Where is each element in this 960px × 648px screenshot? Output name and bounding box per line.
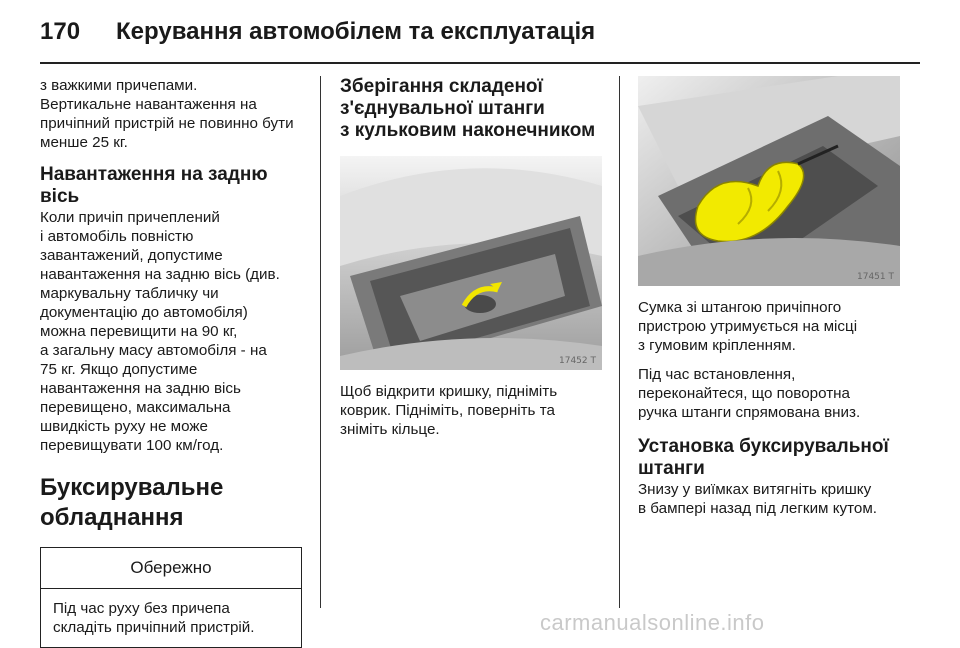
- warning-title: Обережно: [41, 548, 301, 589]
- warning-box: [40, 547, 302, 648]
- page-header: [40, 14, 920, 64]
- text-line: навантаження на задню вісь: [40, 380, 241, 397]
- text-line: коврик. Підніміть, поверніть та: [340, 402, 555, 419]
- heading-line: Установка буксирувальної: [638, 436, 889, 457]
- text-line: навантаження на задню вісь (див.: [40, 266, 280, 283]
- install-tow-bar-heading: [638, 436, 900, 480]
- tow-bar-bag-drawing: [638, 76, 900, 286]
- heading-line: з'єднувальної штанги: [340, 98, 545, 119]
- text-line: пристрою утримується на місці: [638, 318, 858, 335]
- column-3: [638, 76, 900, 528]
- storage-heading: [340, 76, 602, 142]
- text-line: швидкість руху не може: [40, 418, 208, 435]
- text-line: документацію до автомобіля): [40, 304, 248, 321]
- page-number: 170: [40, 18, 81, 45]
- bag-paragraph: [638, 298, 900, 355]
- installation-note-paragraph: [638, 365, 900, 422]
- text-line: Під час встановлення,: [638, 366, 796, 383]
- text-line: менше 25 кг.: [40, 134, 128, 151]
- towing-equipment-heading: [40, 473, 302, 533]
- figure-code: 17452 T: [559, 356, 596, 366]
- heading-line: Буксирувальне: [40, 474, 224, 501]
- chapter-title: Керування автомобілем та експлуатація: [116, 18, 596, 45]
- text-line: Знизу у виїмках витягніть кришку: [638, 481, 872, 498]
- tow-bar-bag-illustration: [638, 76, 900, 286]
- column-2: [340, 76, 602, 449]
- text-line: Коли причіп причеплений: [40, 209, 220, 226]
- text-line: причіпний пристрій не повинно бути: [40, 115, 294, 132]
- warning-text: [41, 589, 301, 647]
- text-line: складіть причіпний пристрій.: [53, 619, 255, 636]
- text-line: зніміть кільце.: [340, 421, 440, 438]
- column-divider-2: [619, 76, 620, 608]
- watermark: carmanualsonline.info: [540, 610, 765, 635]
- heading-line: Зберігання складеної: [340, 76, 543, 97]
- text-line: переконайтеся, що поворотна: [638, 385, 850, 402]
- text-line: можна перевищити на 90 кг,: [40, 323, 238, 340]
- text-line: з гумовим кріпленням.: [638, 337, 796, 354]
- column-divider-1: [320, 76, 321, 608]
- trunk-floor-illustration: [340, 156, 602, 370]
- heading-line: обладнання: [40, 504, 184, 531]
- trunk-floor-drawing: [340, 156, 602, 370]
- text-line: Під час руху без причепа: [53, 600, 230, 617]
- heading-line: штанги: [638, 458, 705, 479]
- text-line: маркувальну табличку чи: [40, 285, 219, 302]
- rear-axle-heading: Навантаження на задню вісь: [40, 164, 268, 207]
- text-line: в бампері назад під легким кутом.: [638, 500, 878, 517]
- text-line: Щоб відкрити кришку, підніміть: [340, 383, 558, 400]
- text-line: завантажений, допустиме: [40, 247, 223, 264]
- column-1: [40, 76, 302, 648]
- figure-code: 17451 T: [857, 272, 894, 282]
- storage-caption: [340, 382, 602, 439]
- install-paragraph: [638, 480, 900, 518]
- text-line: ручка штанги спрямована вниз.: [638, 404, 861, 421]
- text-line: 75 кг. Якщо допустиме: [40, 361, 198, 378]
- heading-line: з кульковим наконечником: [340, 120, 596, 141]
- text-line: перевищувати 100 км/год.: [40, 437, 224, 454]
- text-line: перевищено, максимальна: [40, 399, 231, 416]
- text-line: з важкими причепами.: [40, 77, 198, 94]
- text-line: Вертикальне навантаження на: [40, 96, 257, 113]
- text-line: Сумка зі штангою причіпного: [638, 299, 842, 316]
- text-line: а загальну масу автомобіля - на: [40, 342, 267, 359]
- text-line: і автомобіль повністю: [40, 228, 194, 245]
- intro-paragraph: [40, 76, 302, 152]
- rear-axle-paragraph: [40, 208, 302, 455]
